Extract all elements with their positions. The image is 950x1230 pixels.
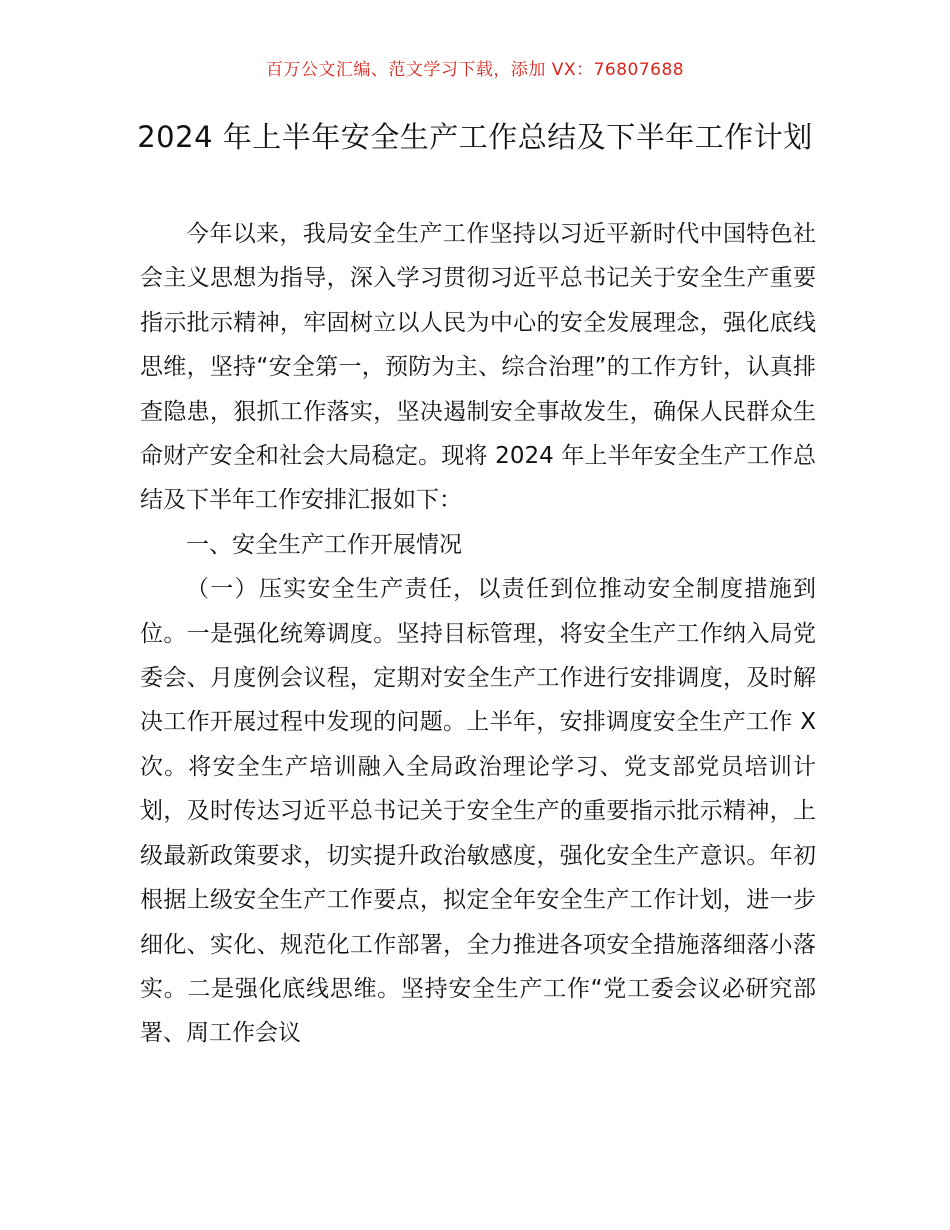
header-watermark: 百万公文汇编、范文学习下载，添加 VX：76807688 [265, 60, 685, 80]
section-heading: 一、安全生产工作开展情况 [186, 531, 462, 558]
document-body [140, 212, 816, 1056]
body-paragraph: （一）压实安全生产责任，以责任到位推动安全制度措施到位。一是强化统筹调度。坚持目标管理，将安全生产工作纳入局党委会、月度例会议程，定期对安全生产工作进行安排调度，及时解决工作开展过程中发现的问题。上半年，安排调度安全生产工作 X 次。将安全生产培训融入全局政治理论学习、党支部党员培训计划，及时传达习近平总书记关于安全生产的重要指示批示精神，上级最新政策要求，切实提升政治敏感度，强化安全生产意识。年初根据上级安全生产工作要点，拟定全年安全生产工作计划，进一步细化、实化、规范化工作部署，全力推进各项安全措施落细落小落实。二是强化底线思维。坚持安全生产工作“党工委会议必研究部署、周工作会议 [140, 576, 816, 1047]
document-title: 2024 年上半年安全生产工作总结及下半年工作计划 [137, 120, 813, 154]
intro-paragraph: 今年以来，我局安全生产工作坚持以习近平新时代中国特色社会主义思想为指导，深入学习贯彻习近平总书记关于安全生产重要指示批示精神，牢固树立以人民为中心的安全发展理念，强化底线思维，坚持“安全第一，预防为主、综合治理”的工作方针，认真排查隐患，狠抓工作落实，坚决遏制安全事故发生，确保人民群众生命财产安全和社会大局稳定。现将 2024 年上半年安全生产工作总结及下半年工作安排汇报如下： [140, 221, 816, 514]
